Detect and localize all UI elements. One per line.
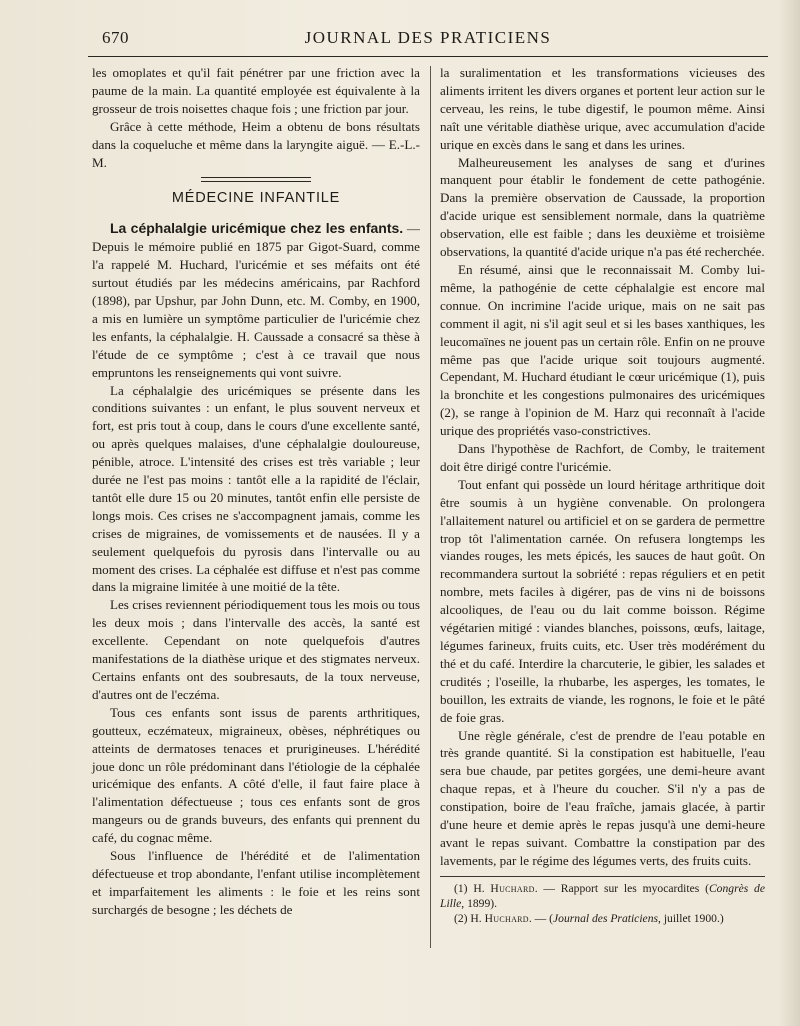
paragraph: Tous ces enfants sont issus de parents arthritiques, goutteux, eczémateux, migraineux, obèses, néphrétiques ou atteints de dermatoses tenaces et prurigineuses. L'hérédité joue donc un rôle prédominant dans l'étiologie de la céphalée uricémique des enfants. A côté d'elle, il faut faire place à l'alimentation défectueuse ; tous ces enfants sont de gros mangeurs ou de grands buveurs, des enfants qui prennent du café, du cognac même. bbox=[92, 704, 420, 846]
article-lead-text: — Depuis le mémoire publié en 1875 par Gigot-Suard, comme l'a rappelé M. Huchard, l'uricémie et ses méfaits ont été surtout étudiés par les médecins américains, par Rachford (1898), par Upshur, par John Dunn, etc. M. Comby, en 1900, a mis en lumière un symptôme particulier de l'uricémie chez les enfants, la céphalalgie. H. Caussade a consacré sa thèse à l'étude de ce symptôme ; c'est à ce travail que nous empruntons les renseignements qui vont suivre. bbox=[92, 221, 420, 380]
footnote-author: Huchard bbox=[484, 911, 529, 925]
footnote-2: (2) H. Huchard. — (Journal des Praticiens, juillet 1900.) bbox=[454, 911, 724, 925]
column-divider bbox=[430, 66, 431, 948]
article-title: La céphalalgie uricémique chez les enfants. bbox=[110, 220, 404, 237]
right-column bbox=[440, 64, 765, 926]
page-number: 670 bbox=[102, 28, 129, 47]
paragraph: Tout enfant qui possède un lourd héritage arthritique doit être soumis à un hygiène convenable. On prolongera l'allaitement naturel ou artificiel et on se gardera de permettre trop tôt l'alimentation carnée. On refusera longtemps les viandes rouges, les mets épicés, les sauces de haut goût. On recommandera surtout la sobriété : repas réguliers et en petit nombre, mets faciles à digérer, pas de vins ni de boissons alcooliques, de l'eau ou du lait comme boisson. Régime végétarien mitigé : viandes blanches, poissons, œufs, laitage, légumes farineux, fruits cuits, etc. User très modérément du thé et du café. Interdire la charcuterie, le gibier, les salades et crudités ; l'oseille, la rhubarbe, les asperges, les tomates, le bouillon, les extraits de viande, les rognons, le foie et le pâté de foie gras. bbox=[440, 476, 765, 725]
paragraph: Les crises reviennent périodiquement tous les mois ou tous les deux mois ; dans l'intervalle des accès, la santé est excellente. Cependant on note quelquefois d'autres manifestations de la diathèse urique et des stigmates nerveux. Certains enfants ont des soubresauts, de la toux nerveuse, d'autres ont de l'eczéma. bbox=[92, 597, 420, 702]
article-lead-paragraph bbox=[92, 220, 420, 381]
paragraph: En résumé, ainsi que le reconnaissait M. Comby lui-même, la pathogénie de cette céphalalgie est encore mal connue. On incrimine l'acide urique, mais on ne sait pas comment il agit, ni s'il agit seul et si les bases xanthiques, les leucomaïnes ne jouent pas un certain rôle. Enfin on ne prouve même pas que l'acide urique soit toujours augmenté. Cependant, M. Huchard étudiant le cœur uricémique (1), puis la bronchite et les congestions pulmonaires des uricémiques (2), se range à l'opinion de M. Harz qui reconnaît à l'acide urique des propriétés vaso-constrictives. bbox=[440, 261, 765, 439]
paragraph: Malheureusement les analyses de sang et d'urines manquent pour établir le fondement de cette pathogénie. Dans la première observation de Caussade, la proportion d'acide urique est sensiblement normale, dans la quatrième observation, elle est faible ; dans les deuxième et troisième observations, la quantité d'acide urique n'a pas été recherchée. bbox=[440, 154, 765, 260]
footnotes bbox=[440, 876, 765, 926]
paragraph: La céphalalgie des uricémiques se présente dans les conditions suivantes : un enfant, le plus souvent nerveux et fort, est pris tout à coup, dans le cours d'une excellente santé, ou après quelques malaises, d'une céphalalgie douloureuse, pénible, atroce. L'intensité des crises est très variable ; leur durée ne l'est pas moins : tantôt elle a la rapidité de l'éclair, tantôt elle dure 15 ou 20 minutes, tantôt enfin elle persiste de longs mois. Ces crises ne s'accompagnent jamais, comme les crises de migraines, de vomissements et de nausées. Il y a seulement quelquefois du pyrosis dans l'intervalle ou au moment des crises. La céphalée est diffuse et n'est pas comme dans la migraine limitée à une moitié de la tête. bbox=[92, 382, 420, 595]
header-rule bbox=[88, 56, 768, 57]
running-title: JOURNAL DES PRATICIENS bbox=[304, 28, 552, 47]
left-column bbox=[92, 64, 420, 919]
paragraph: Une règle générale, c'est de prendre de l'eau potable en très grande quantité. Si la constipation est habituelle, l'eau sera bue chaude, par petites gorgées, une demi-heure avant chaque repas, et à l'heure du coucher. S'il n'y a pas de constipation, boire de l'eau fraîche, jamais glacée, à partir d'une heure et demie après le repas jusqu'à une demi-heure avant le repas suivant. Combattre la constipation par des lavements, par le régime des légumes verts, des fruits cuits. bbox=[440, 727, 765, 868]
page-header bbox=[88, 28, 768, 52]
paragraph: Grâce à cette méthode, Heim a obtenu de bons résultats dans la coqueluche et même dans la laryngite aiguë. — E.-L.-M. bbox=[92, 118, 420, 170]
footnote-author: Huchard bbox=[490, 881, 535, 895]
footnote-1: (1) H. Huchard. — Rapport sur les myocardites (Congrès de Lille, 1899). bbox=[440, 881, 765, 910]
paragraph: Dans l'hypothèse de Rachfort, de Comby, le traitement doit être dirigé contre l'uricémie. bbox=[440, 441, 765, 474]
paragraph: les omoplates et qu'il fait pénétrer par une friction avec la paume de la main. La quantité employée est équivalente à la grosseur de trois noisettes chaque fois ; une friction par jour. bbox=[92, 65, 420, 116]
section-divider bbox=[201, 177, 311, 182]
section-title: MÉDECINE INFANTILE bbox=[171, 190, 341, 207]
page-edge-shadow bbox=[778, 0, 800, 1026]
paragraph: Sous l'influence de l'hérédité et de l'alimentation défectueuse et trop abondante, l'enfant utilise incomplètement et imparfaitement les aliments : le foie et les reins sont surchargés de besogne ; les déchets de bbox=[92, 848, 420, 917]
paragraph: la suralimentation et les transformations vicieuses des aliments irritent les divers organes et portent leur action sur le cerveau, les reins, le tube digestif, le poumon même. Ainsi naît une véritable diathèse urique, avec accumulation d'acide urique en excès dans le sang et dans les urines. bbox=[440, 65, 765, 152]
